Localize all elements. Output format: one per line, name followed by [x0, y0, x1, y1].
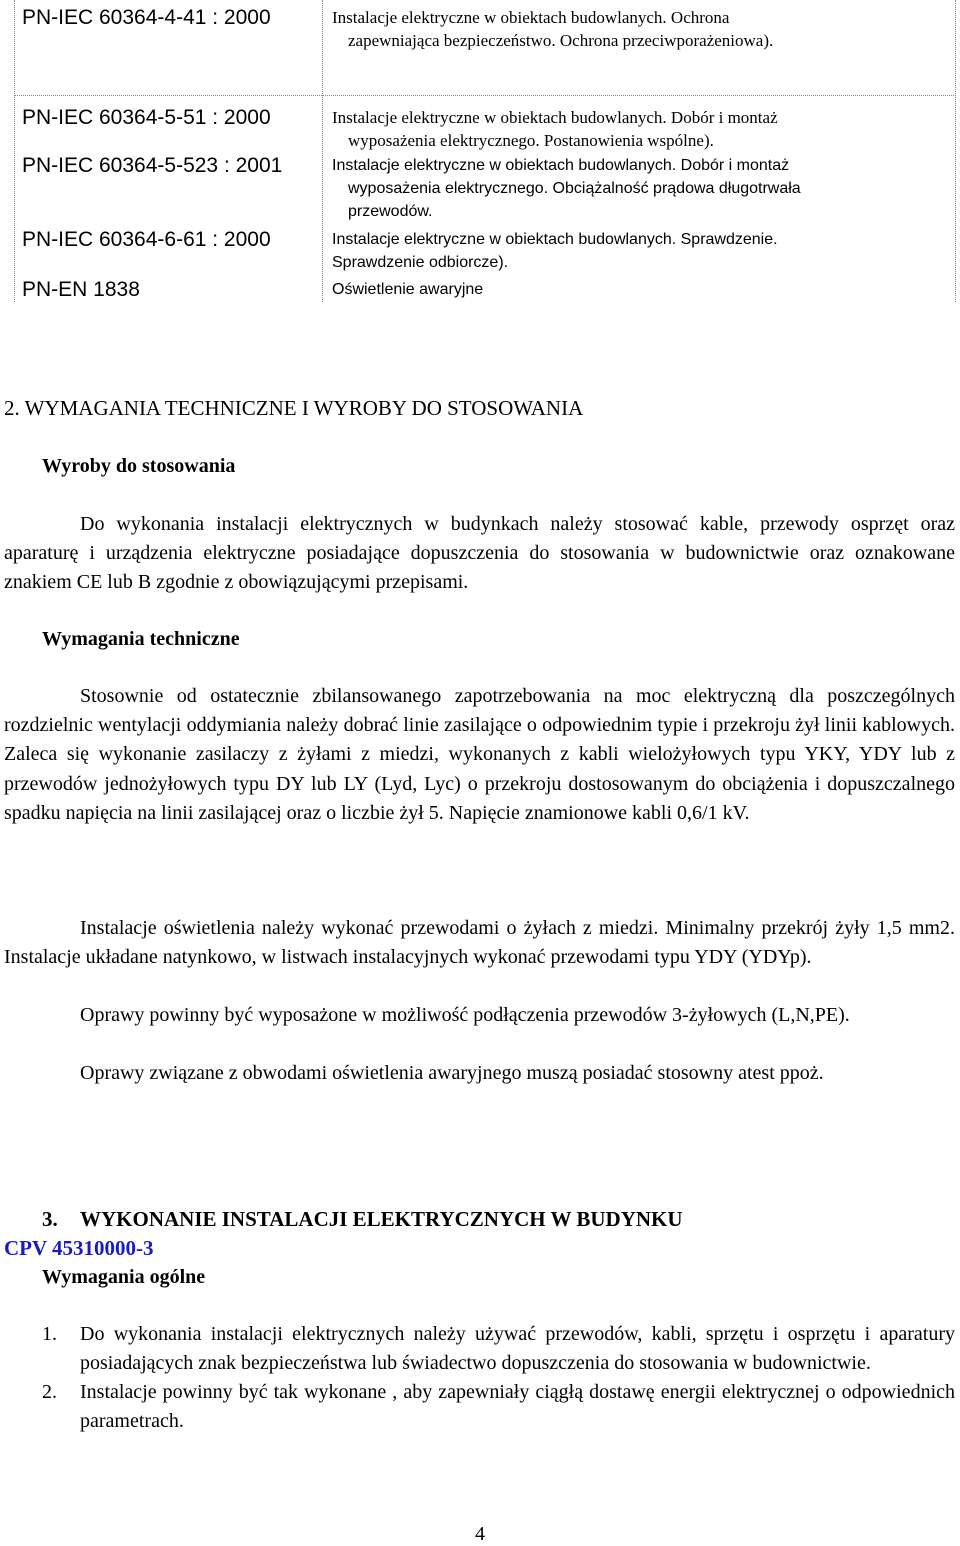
description-line: Instalacje elektryczne w obiektach budowlanych. Dobór i montaż	[332, 108, 778, 127]
section-number: 3.	[42, 1207, 58, 1231]
description-line: Instalacje elektryczne w obiektach budowlanych. Ochrona	[332, 8, 730, 27]
paragraph-text: Stosownie od ostatecznie zbilansowanego zapotrzebowania na moc elektryczną dla poszczególnych rozdzielnic wentylacji oddymiania należy dobrać linie zasilające o odpowiednim typie i przekroju żył linii kablowych. Zaleca się wykonanie zasilaczy z żyłami z miedzi, wykonanych z kabli wielożyłowych typu YKY, YDY lub z przewodów jednożyłowych typu DY lub LY (Lyd, Lyc) o przekroju dostosowanym do obciążenia i dopuszczalnego spadku napięcia na linii zasilającej oraz o liczbie żył 5. Napięcie znamionowe kabli 0,6/1 kV.	[4, 685, 955, 824]
requirements-paragraph	[4, 682, 955, 828]
cpv-code: CPV 45310000-3	[4, 1236, 154, 1260]
paragraph-text: Oprawy związane z obwodami oświetlenia awaryjnego muszą posiadać stosowny atest ppoż.	[80, 1062, 824, 1084]
section-title: WYKONANIE INSTALACJI ELEKTRYCZNYCH W BUDYNKU	[80, 1207, 683, 1231]
standards-table	[14, 0, 956, 302]
list-item	[42, 1320, 955, 1378]
description-line: Sprawdzenie odbiorcze).	[332, 254, 509, 271]
products-heading: Wyroby do stosowania	[42, 455, 236, 477]
description-line: Instalacje elektryczne w obiektach budowlanych. Dobór i montaż	[332, 157, 790, 174]
standard-code: PN-EN 1838	[22, 278, 140, 301]
list-item-number: 2.	[42, 1381, 57, 1403]
requirements-heading: Wymagania techniczne	[42, 628, 240, 650]
standard-description	[332, 106, 904, 152]
description-line: Oświetlenie awaryjne	[332, 281, 484, 298]
list-item-text: Instalacje powinny być tak wykonane , aby zapewniały ciągłą dostawę energii elektrycznej o odpowiednich parametrach.	[80, 1381, 955, 1432]
general-requirements-heading: Wymagania ogólne	[42, 1266, 206, 1288]
page-number: 4	[475, 1523, 485, 1545]
description-line: wyposażenia elektrycznego. Postanowienia wspólne).	[348, 131, 714, 150]
standard-code: PN-IEC 60364-6-61 : 2000	[22, 228, 271, 251]
standard-code: PN-IEC 60364-4-41 : 2000	[22, 6, 271, 29]
paragraph-text: Oprawy powinny być wyposażone w możliwość podłączenia przewodów 3-żyłowych (L,N,PE).	[80, 1004, 850, 1026]
paragraph-text: Do wykonania instalacji elektrycznych w budynkach należy stosować kable, przewody	[80, 513, 839, 535]
paragraph-text: Instalacje oświetlenia należy wykonać przewodami o żyłach z miedzi. Minimalny przekrój żyły 1,5 mm2. Instalacje układane natynkowo, w listwach instalacyjnych wykonać przewodami typu YDY (YDYp).	[4, 917, 955, 969]
table-row-divider	[14, 95, 956, 96]
description-line: wyposażenia elektrycznego. Obciążalność prądowa długotrwała	[348, 180, 801, 197]
list-item-text: Do wykonania instalacji elektrycznych należy używać przewodów, kabli, sprzętu i osprzętu i aparatury posiadających znak bezpieczeństwa lub świadectwo dopuszczenia do stosowania w budownictwie.	[80, 1323, 955, 1374]
description-line: zapewniająca bezpieczeństwo. Ochrona przeciwporażeniowa).	[348, 31, 774, 50]
fixtures-paragraph	[4, 1001, 955, 1030]
standard-description	[332, 278, 904, 301]
requirements-list	[42, 1320, 955, 1436]
description-line: Instalacje elektryczne w obiektach budowlanych. Sprawdzenie.	[332, 231, 778, 248]
standard-code: PN-IEC 60364-5-51 : 2000	[22, 106, 271, 129]
standard-description	[332, 154, 904, 223]
table-border-left	[14, 0, 15, 302]
table-column-divider	[322, 0, 323, 302]
table-border-right	[955, 0, 956, 302]
list-item	[42, 1378, 955, 1436]
products-paragraph	[4, 510, 955, 598]
standard-description	[332, 6, 904, 52]
lighting-paragraph	[4, 914, 955, 972]
section-2-heading: 2. WYMAGANIA TECHNICZNE I WYROBY DO STOSOWANIA	[4, 396, 584, 420]
section-3-heading	[42, 1206, 683, 1232]
emergency-paragraph	[4, 1059, 955, 1088]
list-item-number: 1.	[42, 1323, 57, 1345]
paragraph-text: osprzęt oraz aparaturę i urządzenia elektryczne posiadające dopuszczenia do stosowania w budownictwie oraz oznakowane znakiem CE lub B zgodnie z obowiązującymi przepisami.	[4, 513, 956, 594]
description-line: przewodów.	[348, 203, 433, 220]
standard-code: PN-IEC 60364-5-523 : 2001	[22, 154, 283, 177]
standard-description	[332, 228, 904, 274]
